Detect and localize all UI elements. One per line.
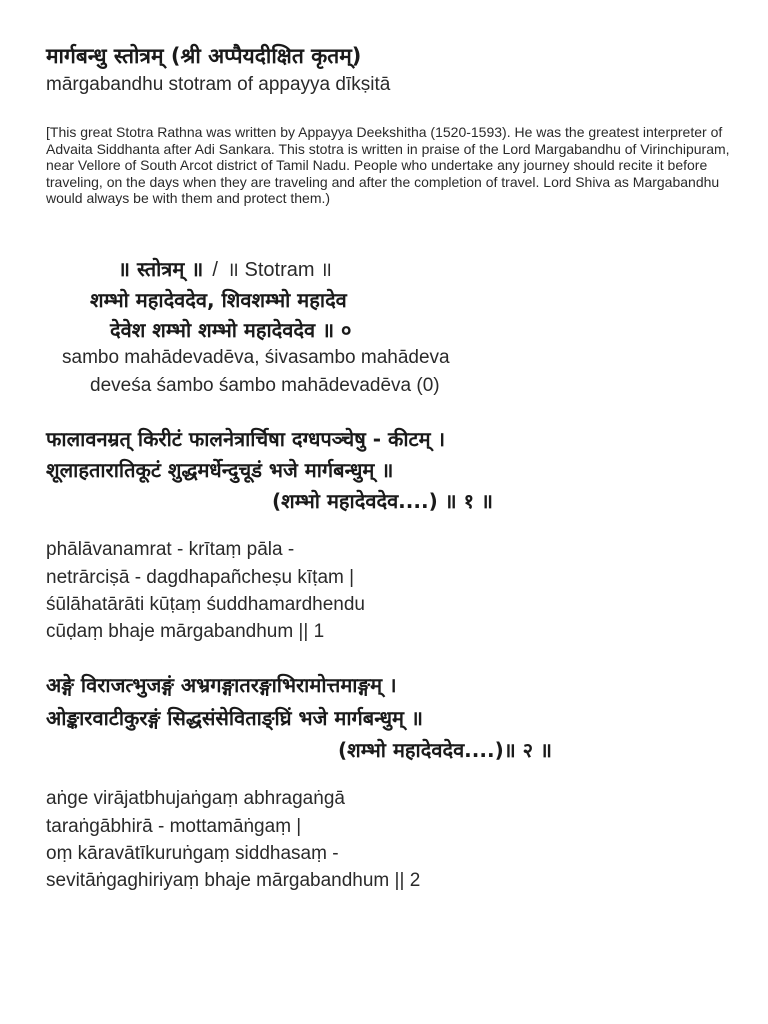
verse1-devanagari-line-1: फालावनम्रत् किरीटं फालनेत्रार्चिषा दग्धपञ्चेषु - कीटम् ।: [46, 427, 446, 451]
heading-separator: /: [212, 259, 218, 281]
verse2-latin-line-3: oṃ kāravātīkuruṅgaṃ siddhasaṃ -: [46, 843, 339, 864]
verse2-latin-line-2: taraṅgābhirā - mottamāṅgaṃ |: [46, 816, 302, 837]
verse1-devanagari-line-2: शूलाहतारातिकूटं शुद्धमर्धेन्दुचूडं भजे मार्गबन्धुम् ॥: [46, 458, 394, 482]
verse2-devanagari-line-1: अङ्गे विराजत्भुजङ्गं अभ्रगङ्गातरङ्गाभिरामोत्तमाङ्गम् ।: [46, 673, 397, 697]
verse2-latin-line-1: aṅge virājatbhujaṅgaṃ abhragaṅgā: [46, 788, 345, 809]
verse2-devanagari-line-3: (शम्भो महादेवदेव....)॥ २ ॥: [338, 738, 553, 762]
verse1-latin-line-1: phālāvanamrat - krītaṃ pāla -: [46, 539, 295, 560]
refrain-devanagari-line-2: देवेश शम्भो शम्भो महादेवदेव ॥ ०: [110, 318, 352, 342]
verse2-latin-line-4: sevitāṅgaghiriyaṃ bhaje mārgabandhum || 2: [46, 870, 421, 891]
verse2-devanagari-line-2: ओङ्कारवाटीकुरङ्गं सिद्धसंसेविताङ्घ्रिं भजे मार्गबन्धुम् ॥: [46, 706, 423, 730]
verse1-latin-line-3: śūlāhatārāti kūṭaṃ śuddhamardhendu: [46, 594, 365, 615]
refrain-latin-line-1: sambo mahādevadēva, śivasambo mahādeva: [62, 347, 450, 368]
stotram-heading: [118, 255, 332, 282]
verse1-latin-line-4: cūḍaṃ bhaje mārgabandhum || 1: [46, 621, 325, 642]
refrain-devanagari-line-1: शम्भो महादेवदेव, शिवशम्भो महादेव: [90, 288, 347, 312]
intro-paragraph: [This great Stotra Rathna was written by Appayya Deekshitha (1520-1593). He was the greatest interpreter of Advaita Siddhanta after Adi Sankara. This stotra is written in praise of the Lord Margabandhu of Virinchipuram, near Vellore of South Arcot district of Tamil Nadu. People who undertake any journey should recite it before traveling, on the days when they are traveling and after the completion of travel. Lord Shiva as Margabandhu would always be with them and protect them.): [46, 124, 730, 206]
heading-latin: ॥ Stotram ॥: [227, 259, 333, 281]
refrain-latin-line-2: deveśa śambo śambo mahādevadēva (0): [90, 375, 440, 396]
heading-devanagari: ॥ स्तोत्रम् ॥: [118, 257, 204, 281]
verse1-devanagari-line-3: (शम्भो महादेवदेव....) ॥ १ ॥: [272, 489, 493, 513]
verse1-latin-line-2: netrārciṣā - dagdhapañcheṣu kīṭam |: [46, 567, 355, 588]
title-transliteration: mārgabandhu stotram of appayya dīkṣitā: [46, 74, 391, 95]
title-devanagari: मार्गबन्धु स्तोत्रम् (श्री अप्पैयदीक्षित कृतम्): [46, 44, 362, 68]
